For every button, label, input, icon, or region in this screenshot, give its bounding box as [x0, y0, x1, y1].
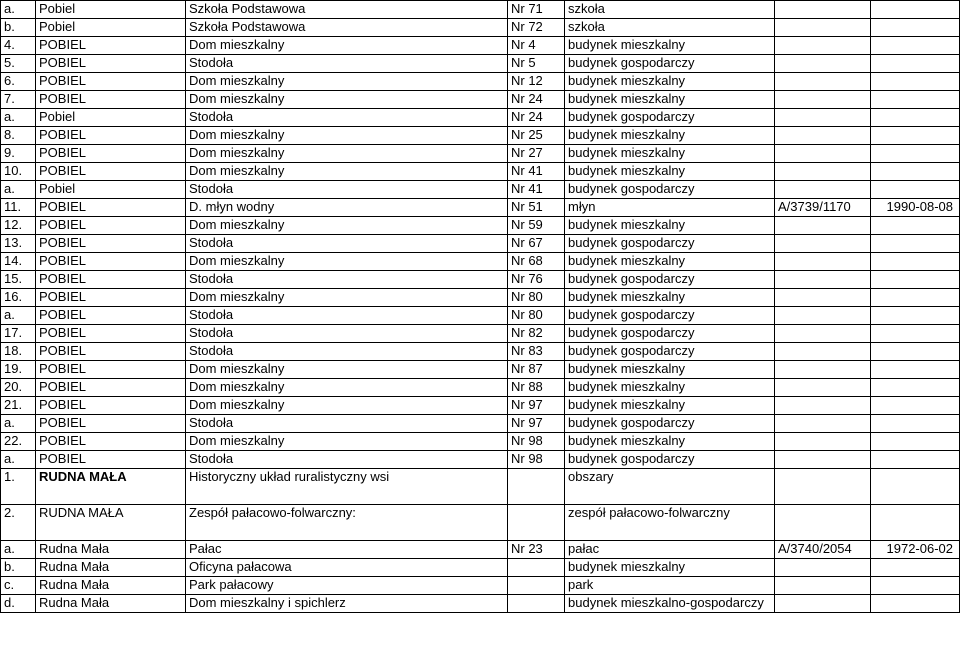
locality-cell: POBIEL [36, 73, 186, 91]
house-number-cell: Nr 24 [508, 109, 565, 127]
object-name-cell: Stodoła [186, 307, 508, 325]
locality-cell: POBIEL [36, 271, 186, 289]
register-number-cell [775, 325, 871, 343]
object-name-cell: Stodoła [186, 343, 508, 361]
object-name-cell: Dom mieszkalny [186, 37, 508, 55]
register-date-cell [871, 37, 960, 55]
object-name-cell: Dom mieszkalny [186, 397, 508, 415]
register-number-cell [775, 109, 871, 127]
locality-cell: Pobiel [36, 19, 186, 37]
row-number-cell: 18. [1, 343, 36, 361]
house-number-cell: Nr 59 [508, 217, 565, 235]
object-name-cell: Dom mieszkalny [186, 289, 508, 307]
register-date-cell [871, 577, 960, 595]
function-cell: budynek mieszkalny [565, 37, 775, 55]
object-name-cell: Szkoła Podstawowa [186, 19, 508, 37]
table-row [1, 307, 960, 325]
function-cell: budynek mieszkalny [565, 559, 775, 577]
table-row [1, 55, 960, 73]
house-number-cell: Nr 72 [508, 19, 565, 37]
function-cell: budynek mieszkalny [565, 217, 775, 235]
locality-cell: POBIEL [36, 379, 186, 397]
house-number-cell: Nr 67 [508, 235, 565, 253]
table-row [1, 37, 960, 55]
function-cell: budynek mieszkalny [565, 397, 775, 415]
object-name-cell: Dom mieszkalny [186, 73, 508, 91]
object-name-cell: Stodoła [186, 109, 508, 127]
register-number-cell: A/3740/2054 [775, 541, 871, 559]
house-number-cell: Nr 41 [508, 181, 565, 199]
table-row [1, 91, 960, 109]
row-number-cell: 13. [1, 235, 36, 253]
locality-cell: POBIEL [36, 37, 186, 55]
register-date-cell [871, 1, 960, 19]
house-number-cell: Nr 82 [508, 325, 565, 343]
function-cell: młyn [565, 199, 775, 217]
register-date-cell [871, 559, 960, 577]
register-number-cell [775, 397, 871, 415]
table-row [1, 73, 960, 91]
register-date-cell [871, 289, 960, 307]
object-name-cell: Dom mieszkalny [186, 217, 508, 235]
register-number-cell [775, 469, 871, 505]
register-number-cell [775, 451, 871, 469]
table-row [1, 217, 960, 235]
object-name-cell: Dom mieszkalny [186, 253, 508, 271]
table-row [1, 1, 960, 19]
row-number-cell: 12. [1, 217, 36, 235]
table-row [1, 199, 960, 217]
row-number-cell: 6. [1, 73, 36, 91]
row-number-cell: a. [1, 415, 36, 433]
register-date-cell [871, 325, 960, 343]
locality-cell: POBIEL [36, 325, 186, 343]
locality-cell: POBIEL [36, 199, 186, 217]
register-number-cell [775, 37, 871, 55]
row-number-cell: 10. [1, 163, 36, 181]
function-cell: budynek gospodarczy [565, 343, 775, 361]
house-number-cell [508, 595, 565, 613]
object-name-cell: Dom mieszkalny [186, 163, 508, 181]
row-number-cell: 20. [1, 379, 36, 397]
table-row [1, 379, 960, 397]
table-row [1, 361, 960, 379]
register-date-cell [871, 253, 960, 271]
object-name-cell: D. młyn wodny [186, 199, 508, 217]
function-cell: budynek gospodarczy [565, 325, 775, 343]
table-row [1, 271, 960, 289]
object-name-cell: Historyczny układ ruralistyczny wsi [186, 469, 508, 505]
locality-cell: POBIEL [36, 253, 186, 271]
object-name-cell: Stodoła [186, 181, 508, 199]
row-number-cell: b. [1, 559, 36, 577]
locality-cell: Rudna Mała [36, 595, 186, 613]
register-number-cell [775, 559, 871, 577]
register-date-cell [871, 145, 960, 163]
function-cell: budynek mieszkalny [565, 289, 775, 307]
table-row [1, 325, 960, 343]
house-number-cell: Nr 97 [508, 415, 565, 433]
register-number-cell [775, 235, 871, 253]
house-number-cell: Nr 76 [508, 271, 565, 289]
register-date-cell [871, 163, 960, 181]
function-cell: obszary [565, 469, 775, 505]
locality-cell: POBIEL [36, 361, 186, 379]
function-cell: budynek gospodarczy [565, 307, 775, 325]
object-name-cell: Dom mieszkalny [186, 127, 508, 145]
register-number-cell [775, 181, 871, 199]
register-date-cell [871, 19, 960, 37]
object-name-cell: Dom mieszkalny [186, 361, 508, 379]
register-date-cell [871, 217, 960, 235]
function-cell: budynek gospodarczy [565, 415, 775, 433]
house-number-cell: Nr 71 [508, 1, 565, 19]
object-name-cell: Stodoła [186, 55, 508, 73]
house-number-cell: Nr 80 [508, 289, 565, 307]
function-cell: budynek mieszkalny [565, 433, 775, 451]
register-number-cell [775, 163, 871, 181]
function-cell: budynek mieszkalny [565, 127, 775, 145]
house-number-cell: Nr 27 [508, 145, 565, 163]
register-date-cell [871, 415, 960, 433]
locality-cell: POBIEL [36, 217, 186, 235]
register-date-cell [871, 235, 960, 253]
locality-cell: POBIEL [36, 397, 186, 415]
table-row [1, 235, 960, 253]
register-date-cell [871, 55, 960, 73]
row-number-cell: 19. [1, 361, 36, 379]
row-number-cell: 7. [1, 91, 36, 109]
register-date-cell [871, 307, 960, 325]
table-body [1, 1, 960, 613]
function-cell: park [565, 577, 775, 595]
row-number-cell: 4. [1, 37, 36, 55]
register-date-cell [871, 379, 960, 397]
row-number-cell: c. [1, 577, 36, 595]
function-cell: budynek gospodarczy [565, 271, 775, 289]
function-cell: budynek mieszkalny [565, 379, 775, 397]
register-date-cell [871, 595, 960, 613]
table-row [1, 415, 960, 433]
locality-cell: POBIEL [36, 433, 186, 451]
register-date-cell [871, 181, 960, 199]
table-row [1, 505, 960, 541]
house-number-cell: Nr 25 [508, 127, 565, 145]
house-number-cell: Nr 88 [508, 379, 565, 397]
locality-cell: POBIEL [36, 91, 186, 109]
row-number-cell: a. [1, 451, 36, 469]
register-number-cell [775, 91, 871, 109]
locality-cell: POBIEL [36, 235, 186, 253]
locality-cell: Pobiel [36, 181, 186, 199]
register-number-cell [775, 253, 871, 271]
row-number-cell: d. [1, 595, 36, 613]
register-number-cell [775, 595, 871, 613]
function-cell: budynek mieszkalny [565, 73, 775, 91]
locality-cell: Pobiel [36, 109, 186, 127]
house-number-cell: Nr 5 [508, 55, 565, 73]
house-number-cell [508, 505, 565, 541]
table-row [1, 397, 960, 415]
object-name-cell: Stodoła [186, 235, 508, 253]
function-cell: budynek mieszkalny [565, 145, 775, 163]
register-date-cell [871, 469, 960, 505]
function-cell: budynek gospodarczy [565, 235, 775, 253]
function-cell: budynek mieszkalny [565, 91, 775, 109]
object-name-cell: Oficyna pałacowa [186, 559, 508, 577]
register-number-cell [775, 127, 871, 145]
table-row [1, 469, 960, 505]
register-date-cell [871, 271, 960, 289]
register-number-cell: A/3739/1170 [775, 199, 871, 217]
house-number-cell [508, 559, 565, 577]
object-name-cell: Dom mieszkalny i spichlerz [186, 595, 508, 613]
row-number-cell: 11. [1, 199, 36, 217]
locality-cell: Rudna Mała [36, 559, 186, 577]
house-number-cell: Nr 51 [508, 199, 565, 217]
row-number-cell: a. [1, 109, 36, 127]
object-name-cell: Zespół pałacowo-folwarczny: [186, 505, 508, 541]
register-date-cell [871, 361, 960, 379]
house-number-cell: Nr 87 [508, 361, 565, 379]
function-cell: budynek gospodarczy [565, 181, 775, 199]
locality-cell: POBIEL [36, 451, 186, 469]
register-number-cell [775, 19, 871, 37]
function-cell: budynek mieszkalny [565, 163, 775, 181]
object-name-cell: Stodoła [186, 451, 508, 469]
table-row [1, 343, 960, 361]
register-number-cell [775, 73, 871, 91]
register-number-cell [775, 361, 871, 379]
table-row [1, 109, 960, 127]
register-number-cell [775, 145, 871, 163]
function-cell: pałac [565, 541, 775, 559]
table-row [1, 559, 960, 577]
locality-cell: RUDNA MAŁA [36, 505, 186, 541]
house-number-cell: Nr 68 [508, 253, 565, 271]
house-number-cell: Nr 4 [508, 37, 565, 55]
object-name-cell: Dom mieszkalny [186, 379, 508, 397]
register-number-cell [775, 577, 871, 595]
house-number-cell: Nr 98 [508, 451, 565, 469]
function-cell: zespół pałacowo-folwarczny [565, 505, 775, 541]
row-number-cell: b. [1, 19, 36, 37]
row-number-cell: 9. [1, 145, 36, 163]
locality-cell: Rudna Mała [36, 577, 186, 595]
row-number-cell: a. [1, 1, 36, 19]
locality-cell: POBIEL [36, 55, 186, 73]
object-name-cell: Dom mieszkalny [186, 433, 508, 451]
register-date-cell [871, 451, 960, 469]
row-number-cell: 5. [1, 55, 36, 73]
row-number-cell: 2. [1, 505, 36, 541]
table-row [1, 145, 960, 163]
object-name-cell: Szkoła Podstawowa [186, 1, 508, 19]
house-number-cell: Nr 24 [508, 91, 565, 109]
register-date-cell [871, 505, 960, 541]
table-row [1, 595, 960, 613]
locality-cell: POBIEL [36, 145, 186, 163]
locality-cell: RUDNA MAŁA [36, 469, 186, 505]
register-number-cell [775, 55, 871, 73]
row-number-cell: a. [1, 307, 36, 325]
register-number-cell [775, 343, 871, 361]
house-number-cell: Nr 98 [508, 433, 565, 451]
object-name-cell: Stodoła [186, 415, 508, 433]
register-number-cell [775, 271, 871, 289]
register-date-cell: 1990-08-08 [871, 199, 960, 217]
register-date-cell [871, 91, 960, 109]
locality-cell: POBIEL [36, 289, 186, 307]
house-number-cell: Nr 41 [508, 163, 565, 181]
register-number-cell [775, 505, 871, 541]
register-date-cell [871, 127, 960, 145]
object-name-cell: Stodoła [186, 271, 508, 289]
table-row [1, 181, 960, 199]
table-row [1, 163, 960, 181]
function-cell: budynek mieszkalny [565, 361, 775, 379]
register-date-cell [871, 397, 960, 415]
locality-cell: Rudna Mała [36, 541, 186, 559]
house-number-cell: Nr 23 [508, 541, 565, 559]
table-row [1, 19, 960, 37]
function-cell: budynek mieszkalno-gospodarczy [565, 595, 775, 613]
table-row [1, 433, 960, 451]
row-number-cell: 16. [1, 289, 36, 307]
register-number-cell [775, 379, 871, 397]
register-date-cell [871, 73, 960, 91]
function-cell: budynek gospodarczy [565, 451, 775, 469]
house-number-cell [508, 577, 565, 595]
function-cell: budynek mieszkalny [565, 253, 775, 271]
house-number-cell: Nr 12 [508, 73, 565, 91]
register-number-cell [775, 307, 871, 325]
locality-cell: POBIEL [36, 343, 186, 361]
table-row [1, 253, 960, 271]
object-name-cell: Dom mieszkalny [186, 145, 508, 163]
function-cell: budynek gospodarczy [565, 109, 775, 127]
row-number-cell: a. [1, 541, 36, 559]
locality-cell: Pobiel [36, 1, 186, 19]
register-date-cell [871, 433, 960, 451]
register-number-cell [775, 289, 871, 307]
table-row [1, 577, 960, 595]
function-cell: budynek gospodarczy [565, 55, 775, 73]
register-date-cell: 1972-06-02 [871, 541, 960, 559]
house-number-cell [508, 469, 565, 505]
house-number-cell: Nr 80 [508, 307, 565, 325]
register-number-cell [775, 1, 871, 19]
object-name-cell: Park pałacowy [186, 577, 508, 595]
register-number-cell [775, 217, 871, 235]
row-number-cell: 1. [1, 469, 36, 505]
function-cell: szkoła [565, 19, 775, 37]
row-number-cell: 8. [1, 127, 36, 145]
house-number-cell: Nr 97 [508, 397, 565, 415]
object-name-cell: Stodoła [186, 325, 508, 343]
house-number-cell: Nr 83 [508, 343, 565, 361]
object-name-cell: Dom mieszkalny [186, 91, 508, 109]
row-number-cell: 22. [1, 433, 36, 451]
locality-cell: POBIEL [36, 127, 186, 145]
locality-cell: POBIEL [36, 307, 186, 325]
object-name-cell: Pałac [186, 541, 508, 559]
table-row [1, 541, 960, 559]
locality-cell: POBIEL [36, 415, 186, 433]
register-date-cell [871, 109, 960, 127]
row-number-cell: a. [1, 181, 36, 199]
locality-cell: POBIEL [36, 163, 186, 181]
table-row [1, 451, 960, 469]
register-number-cell [775, 415, 871, 433]
table-row [1, 127, 960, 145]
register-date-cell [871, 343, 960, 361]
row-number-cell: 14. [1, 253, 36, 271]
row-number-cell: 17. [1, 325, 36, 343]
table-row [1, 289, 960, 307]
register-number-cell [775, 433, 871, 451]
row-number-cell: 21. [1, 397, 36, 415]
function-cell: szkoła [565, 1, 775, 19]
row-number-cell: 15. [1, 271, 36, 289]
